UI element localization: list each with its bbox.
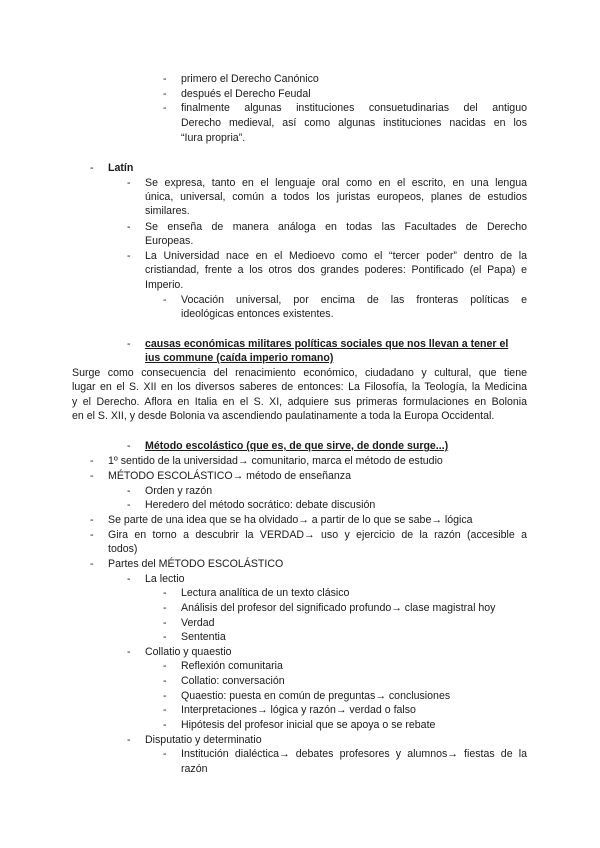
bullet-dash: - [163, 690, 167, 702]
bullet-dash: - [163, 704, 167, 716]
bullet-dash: - [163, 88, 167, 100]
paragraph-line: lugar en el S. XII en los diversos saberes de entonces: La Filosofía, la Teología, la Medicina [72, 381, 527, 393]
sub-sub-list-item: Sententia [181, 631, 226, 643]
list-item-continued: similares. [145, 205, 190, 217]
bullet-dash: - [163, 748, 167, 760]
sub-list-item: Collatio y quaestio [145, 646, 232, 658]
list-item: MÉTODO ESCOLÁSTICO→ método de enseñanza [108, 470, 351, 482]
bullet-dash: - [163, 675, 167, 687]
list-item: Gira en torno a descubrir la VERDAD→ uso y ejercicio de la razón (accesible a [108, 529, 527, 541]
list-item-continued: todos) [108, 543, 138, 555]
bullet-dash: - [127, 250, 131, 262]
list-item: primero el Derecho Canónico [181, 73, 319, 85]
bullet-dash: - [163, 294, 167, 306]
bullet-dash: - [90, 558, 94, 570]
bullet-dash: - [163, 73, 167, 85]
list-item: Partes del MÉTODO ESCOLÁSTICO [108, 558, 284, 570]
list-item: después el Derecho Feudal [181, 88, 311, 100]
bullet-dash: - [163, 602, 167, 614]
bullet-dash: - [163, 587, 167, 599]
bullet-dash: - [127, 440, 131, 452]
list-item: La Universidad nace en el Medioevo como el “tercer poder” dentro de la [145, 250, 527, 262]
list-item-continued: única, universal, común a todos los juristas europeos, planes de estudios [145, 191, 527, 203]
list-item-continued: cristiandad, frente a los otros dos grandes poderes: Pontificado (el Papa) e [145, 264, 527, 276]
bullet-dash: - [127, 734, 131, 746]
sub-sub-list-item: Quaestio: puesta en común de preguntas→ conclusiones [181, 690, 451, 702]
sub-list-item: Heredero del método socrático: debate discusión [145, 499, 376, 511]
bullet-dash: - [127, 573, 131, 585]
bullet-dash: - [163, 617, 167, 629]
section-heading-metodo: Método escolástico (que es, de que sirve, de donde surge...) [145, 440, 449, 452]
sub-list-item: Orden y razón [145, 485, 213, 497]
bullet-dash: - [163, 719, 167, 731]
paragraph-line: y el Derecho. Aflora en Italia en el S. XI, adquiere sus primeras formulaciones en Bolonia [72, 396, 527, 408]
paragraph-line: en el S. XII, y desde Bolonia va ascendiendo paulatinamente a toda la Europa Occidental. [72, 410, 495, 422]
section-heading-latin: Latín [108, 162, 134, 174]
sub-sub-list-item: Lectura analítica de un texto clásico [181, 587, 350, 599]
list-item-continued: Derecho medieval, así como algunas instituciones nacidas en los [181, 117, 527, 129]
bullet-dash: - [90, 162, 94, 174]
bullet-dash: - [90, 455, 94, 467]
list-item-continued: Imperio. [145, 279, 184, 291]
bullet-dash: - [163, 660, 167, 672]
bullet-dash: - [127, 646, 131, 658]
list-item: Se enseña de manera análoga en todas las Facultades de Derecho [145, 221, 527, 233]
sub-sub-list-item: Reflexión comunitaria [181, 660, 283, 672]
paragraph-line: Surge como consecuencia del renacimiento económico, ciudadano y cultural, que tiene [72, 367, 527, 379]
bullet-dash: - [90, 514, 94, 526]
section-heading-causas: causas económicas militares políticas sociales que nos llevan a tener el [145, 338, 509, 350]
sub-list-item: Disputatio y determinatio [145, 734, 262, 746]
sub-sub-list-item: Collatio: conversación [181, 675, 285, 687]
sub-sub-list-item: Institución dialéctica→ debates profesores y alumnos→ fiestas de la [181, 748, 527, 760]
bullet-dash: - [127, 499, 131, 511]
bullet-dash: - [127, 338, 131, 350]
bullet-dash: - [127, 221, 131, 233]
list-item: finalmente algunas instituciones consuetudinarias del antiguo [181, 102, 527, 114]
bullet-dash: - [127, 485, 131, 497]
sub-sub-list-item: Verdad [181, 617, 215, 629]
list-item: Se parte de una idea que se ha olvidado→ a partir de lo que se sabe→ lógica [108, 514, 473, 526]
list-item: Se expresa, tanto en el lenguaje oral como en el escrito, en una lengua [145, 177, 527, 189]
sub-list-item: La lectio [145, 573, 185, 585]
list-item: 1º sentido de la universidad→ comunitario, marca el método de estudio [108, 455, 443, 467]
list-item-continued: “Iura propria”. [181, 132, 246, 144]
sub-sub-list-item: Análisis del profesor del significado profundo→ clase magistral hoy [181, 602, 496, 614]
bullet-dash: - [163, 102, 167, 114]
sub-sub-list-item: Interpretaciones→ lógica y razón→ verdad o falso [181, 704, 416, 716]
list-item-continued: Europeas. [145, 235, 194, 247]
sub-list-item-continued: ideológicas entonces existentes. [181, 308, 334, 320]
bullet-dash: - [127, 177, 131, 189]
bullet-dash: - [163, 631, 167, 643]
sub-list-item: Vocación universal, por encima de las fronteras políticas e [181, 294, 527, 306]
bullet-dash: - [90, 529, 94, 541]
sub-sub-list-item-continued: razón [181, 763, 208, 775]
section-heading-causas-continued: ius commune (caída imperio romano) [145, 352, 334, 364]
bullet-dash: - [90, 470, 94, 482]
sub-sub-list-item: Hipótesis del profesor inicial que se apoya o se rebate [181, 719, 436, 731]
